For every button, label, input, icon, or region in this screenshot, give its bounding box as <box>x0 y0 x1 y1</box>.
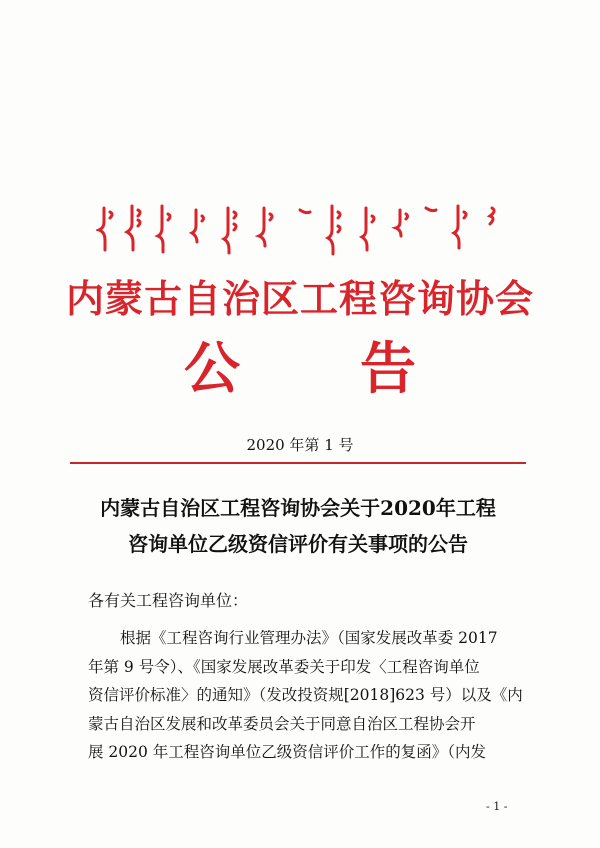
document-title-line-1: 内蒙古自治区工程咨询协会关于2020年工程 <box>100 496 496 520</box>
red-divider-line <box>70 462 526 464</box>
mongolian-text <box>96 200 97 201</box>
mongolian-script-line <box>96 200 506 260</box>
salutation: 各有关工程咨询单位： <box>88 591 249 610</box>
notice-char-gao: 告 <box>360 337 416 402</box>
body-line: 根据《工程咨询行业管理办法》（国家发展改革委 2017 <box>120 629 498 647</box>
page-number: - 1 - <box>486 800 508 813</box>
notice-heading <box>0 325 600 405</box>
body-line: 蒙古自治区发展和改革委员会关于同意自治区工程协会开 <box>88 714 476 733</box>
body-line: 资信评价标准〉的通知》（发改投资规[2018]623 号）以及《内 <box>88 686 523 704</box>
body-line: 年第 9 号令）、《国家发展改革委关于印发〈工程咨询单位 <box>88 657 480 676</box>
document-number: 2020 年第 1 号 <box>246 436 354 454</box>
document-title-line-2: 咨询单位乙级资信评价有关事项的公告 <box>128 532 468 556</box>
notice-char-gong: 公 <box>184 337 240 402</box>
document-title <box>70 490 526 562</box>
mongolian-script-graphic <box>96 200 506 260</box>
body-line: 展 2020 年工程咨询单位乙级资信评价工作的复函》（内发 <box>88 743 487 761</box>
organization-title: 内蒙古自治区工程咨询协会 <box>65 277 534 321</box>
body-paragraph <box>88 624 528 767</box>
